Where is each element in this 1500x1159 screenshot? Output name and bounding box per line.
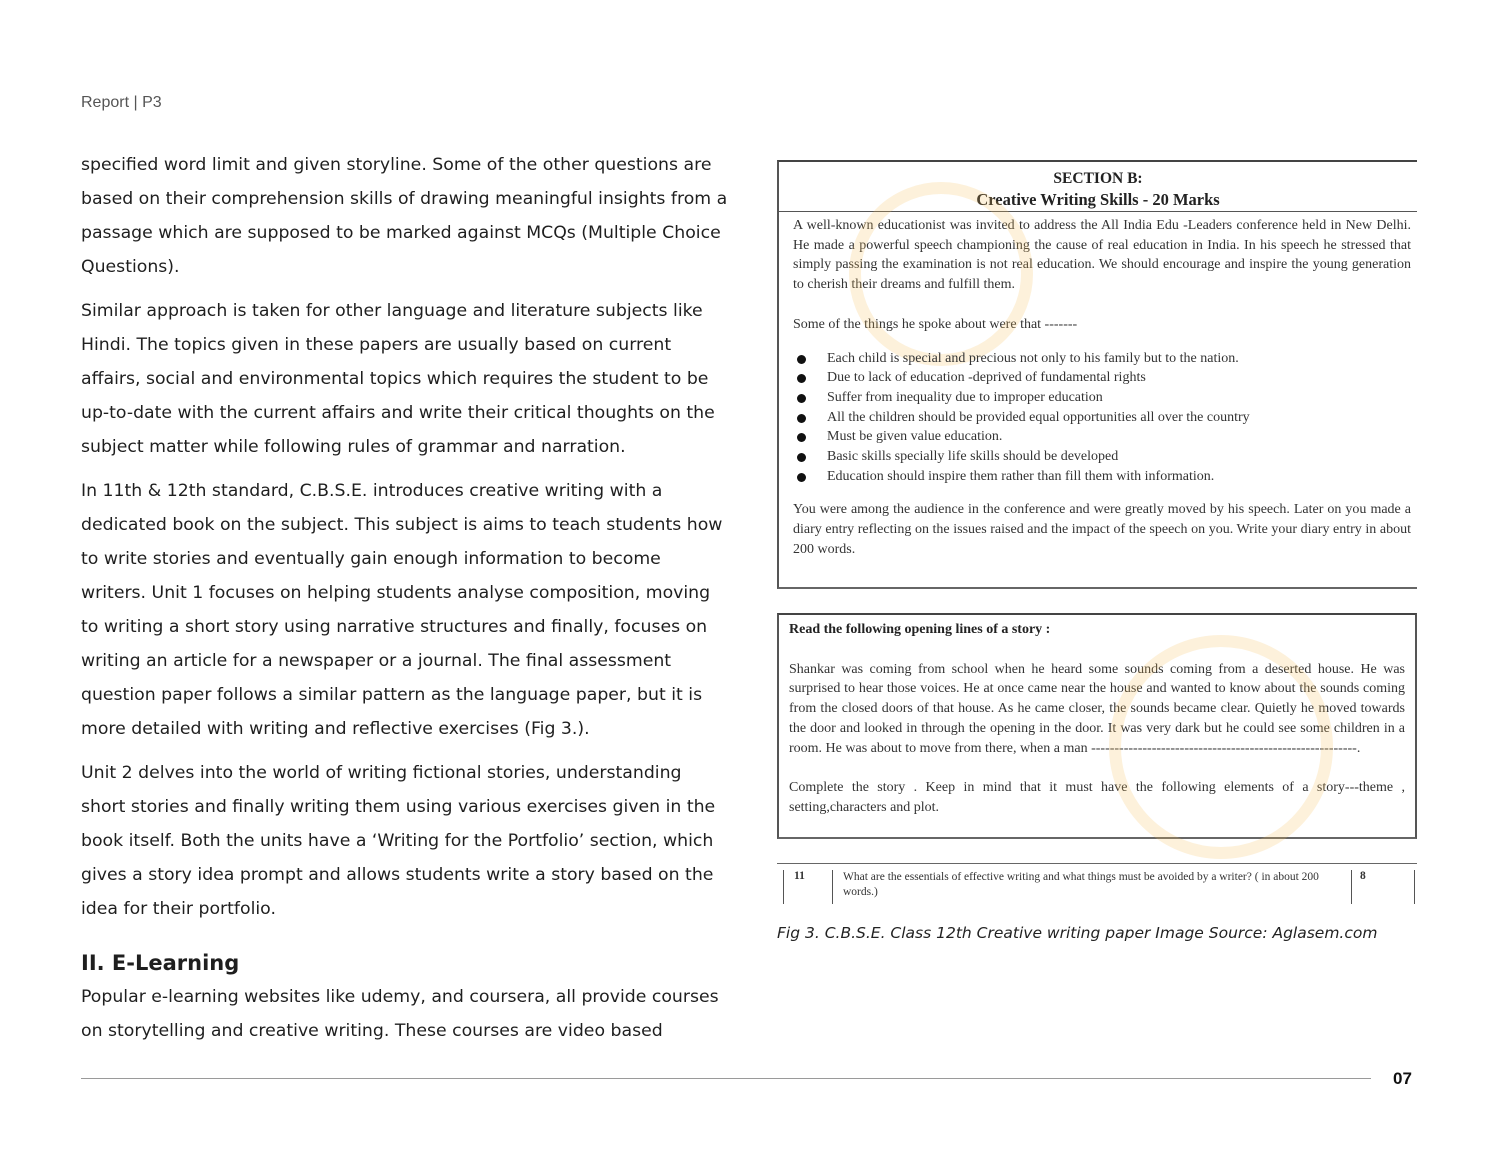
page-number: 07 xyxy=(1393,1069,1412,1088)
exam-section-b xyxy=(777,160,1417,589)
watermark-logo xyxy=(1109,635,1333,859)
question-lead-in: Some of the things he spoke about were that ------- xyxy=(793,316,1078,332)
question-intro: A well-known educationist was invited to address the All India Edu -Leaders conference held in New Delhi. He made a powerful speech championing the cause of real education in India. In his speech he stressed that simply passing the examination is not real education. We should encourage and inspire the young generation to cherish their dreams and fulfill them. xyxy=(793,218,1411,293)
bullet-list xyxy=(793,349,1411,487)
story-title: Read the following opening lines of a story : xyxy=(789,622,1051,637)
section-heading-e-learning: II. E-Learning xyxy=(81,951,240,975)
question-marks: 8 xyxy=(1351,870,1415,904)
footer-divider xyxy=(81,1078,1371,1079)
list-item: Suffer from inequality due to improper education xyxy=(827,388,1411,408)
section-subtitle: Creative Writing Skills - 20 Marks xyxy=(779,189,1417,212)
section-title: SECTION B: xyxy=(1053,170,1143,187)
question-text: What are the essentials of effective writing and what things must be avoided by a writer? ( in about 200 words.) xyxy=(843,871,1319,898)
question-task: You were among the audience in the conference and were greatly moved by his speech. Later on you made a diary entry reflecting on the issues raised and the impact of the speech on you. Write your diary entry in about 200 words. xyxy=(793,502,1411,557)
list-item: Each child is special and precious not only to his family but to the nation. xyxy=(827,349,1411,369)
list-item: Due to lack of education -deprived of fundamental rights xyxy=(827,368,1411,388)
paragraph: In 11th & 12th standard, C.B.S.E. introduces creative writing with a dedicated book on the subject. This subject is aims to teach students how to write stories and eventually gain enough information to become writers. Unit 1 focuses on helping students analyse composition, moving to writing a short story using narrative structures and finally, focuses on writing an article for a newspaper or a journal. The final assessment question paper follows a similar pattern as the language paper, but it is more detailed with writing and reflective exercises (Fig 3.). xyxy=(81,481,723,739)
story-text: Shankar was coming from school when he heard some sounds coming from a deserted house. He was surprised to hear those voices. He at once came near the house and wanted to know about the sounds coming from the closed doors of that house. As he came closer, the sounds became clear. Quietly he moved towards the door and looked in through the opening in the door. It was very dark but he could see some children in a room. He was about to move from there, when a man ---------------------------------------------------------. xyxy=(789,661,1405,756)
report-header-label: Report | P3 xyxy=(81,94,162,111)
list-item: Education should inspire them rather than fill them with information. xyxy=(827,467,1411,487)
paragraph: specified word limit and given storyline. Some of the other questions are based on their comprehension skills of drawing meaningful insights from a passage which are supposed to be marked against MCQs (Multiple Choice Questions). xyxy=(81,155,728,277)
story-task: Complete the story . Keep in mind that it must have the following elements of a story---theme , setting,characters and plot. xyxy=(789,780,1405,815)
list-item: All the children should be provided equal opportunities all over the country xyxy=(827,408,1411,428)
paragraph: Unit 2 delves into the world of writing fictional stories, understanding short stories and finally writing them using various exercises given in the book itself. Both the units have a ‘Writing for the Portfolio’ section, which gives a story idea prompt and allows students write a story based on the idea for their portfolio. xyxy=(81,763,716,919)
paragraph: Similar approach is taken for other language and literature subjects like Hindi. The topics given in these papers are usually based on current affairs, social and environmental topics which requires the student to be up-to-date with the current affairs and write their critical thoughts on the subject matter while following rules of grammar and narration. xyxy=(81,301,715,457)
body-text-column xyxy=(81,148,731,1058)
figure-3 xyxy=(777,160,1417,942)
watermark-logo xyxy=(849,182,1033,366)
list-item: Basic skills specially life skills should be developed xyxy=(827,447,1411,467)
list-item: Must be given value education. xyxy=(827,427,1411,447)
question-number: 11 xyxy=(783,870,833,904)
paragraph: Popular e-learning websites like udemy, and coursera, all provide courses on storytelling and creative writing. These courses are video based xyxy=(81,987,719,1041)
story-question-box xyxy=(777,613,1417,839)
table-row xyxy=(777,863,1417,902)
figure-caption: Fig 3. C.B.S.E. Class 12th Creative writing paper Image Source: Aglasem.com xyxy=(777,924,1378,942)
